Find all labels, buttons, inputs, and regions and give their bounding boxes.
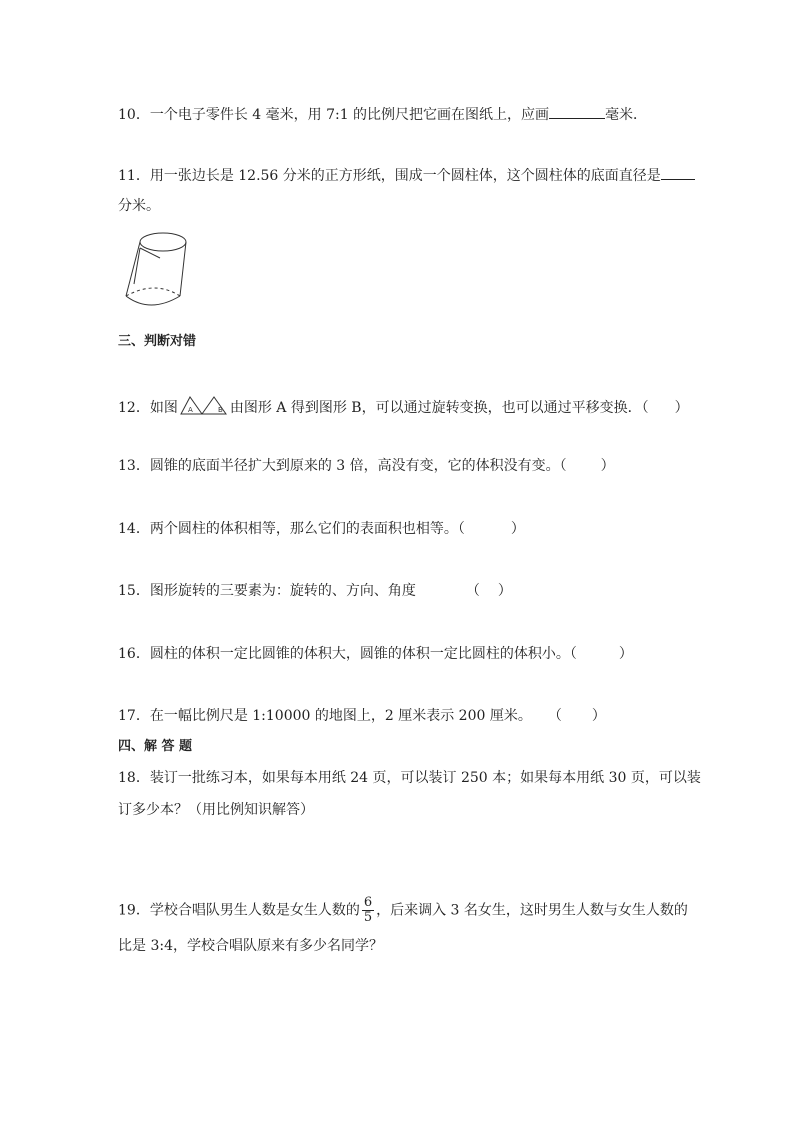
triangle-a-label: A (187, 406, 193, 414)
question-18-line-1 (118, 768, 701, 788)
fraction-numerator: 6 (363, 895, 373, 910)
answer-blank (549, 104, 605, 119)
question-17-close: ） (591, 708, 606, 724)
question-19-text-2: 比是 3:4，学校合唱队原来有多少名同学？ (118, 938, 383, 954)
triangle-b-label: B (217, 406, 223, 414)
question-15-close: ） (497, 583, 512, 599)
question-16-text: 16．圆柱的体积一定比圆锥的体积大，圆锥的体积一定比圆柱的体积小。（ (118, 646, 577, 662)
answer-blank (661, 165, 695, 180)
question-18-line-2 (118, 800, 314, 820)
question-12 (118, 395, 689, 421)
question-15-open: （ (465, 583, 480, 599)
question-14-close: ） (510, 521, 525, 537)
triangles-figure (180, 395, 228, 421)
question-12-close: ） (674, 400, 689, 416)
section-4-heading: 四、解 答 题 (118, 739, 193, 754)
fraction-denominator: 5 (363, 910, 373, 925)
question-11-unit: 分米。 (118, 198, 160, 214)
question-13-text: 13．圆锥的底面半径扩大到原来的 3 倍，高没有变，它的体积没有变。（ (118, 458, 567, 474)
question-17 (118, 706, 606, 726)
rolled-paper-cylinder-figure (120, 228, 200, 318)
question-14 (118, 519, 525, 539)
question-11-line-2 (118, 196, 160, 216)
question-17-text: 17．在一幅比例尺是 1:10000 的地图上，2 厘米表示 200 厘米。 (118, 708, 532, 724)
question-14-text: 14．两个圆柱的体积相等，那么它们的表面积也相等。（ (118, 521, 465, 537)
question-10-text: 10．一个电子零件长 4 毫米，用 7:1 的比例尺把它画在图纸上，应画 (118, 107, 550, 123)
question-11-text: 11．用一张边长是 12.56 分米的正方形纸，围成一个圆柱体，这个圆柱体的底面直径是 (118, 168, 661, 184)
question-19-text: ，后来调入 3 名女生，这时男生人数与女生人数的 (376, 902, 688, 919)
question-15 (118, 581, 512, 601)
question-12-text: 由图形 A 得到图形 B，可以通过旋转变换，也可以通过平移变换．（ (229, 400, 649, 416)
question-16 (118, 644, 633, 664)
section-3-heading: 三、判断对错 (118, 334, 197, 349)
question-12-prefix: 12．如图 (118, 400, 178, 416)
question-16-close: ） (618, 646, 633, 662)
question-19-prefix: 19．学校合唱队男生人数是女生人数的 (118, 902, 360, 919)
question-19-line-1 (118, 896, 688, 925)
question-17-open: （ (547, 708, 562, 724)
question-18-text-2: 订多少本？（用比例知识解答） (118, 802, 314, 818)
question-13 (118, 456, 615, 476)
question-10 (118, 104, 647, 125)
fraction-six-fifths (362, 896, 374, 925)
question-19-line-2 (118, 936, 383, 956)
question-18-text: 18．装订一批练习本，如果每本用纸 24 页，可以装订 250 本；如果每本用纸 30 页，可以装 (118, 770, 701, 786)
question-11-line-1 (118, 165, 695, 186)
question-15-text: 15．图形旋转的三要素为：旋转的、方向、角度 (118, 583, 416, 599)
question-10-unit: 毫米． (605, 107, 648, 123)
question-13-close: ） (600, 458, 615, 474)
